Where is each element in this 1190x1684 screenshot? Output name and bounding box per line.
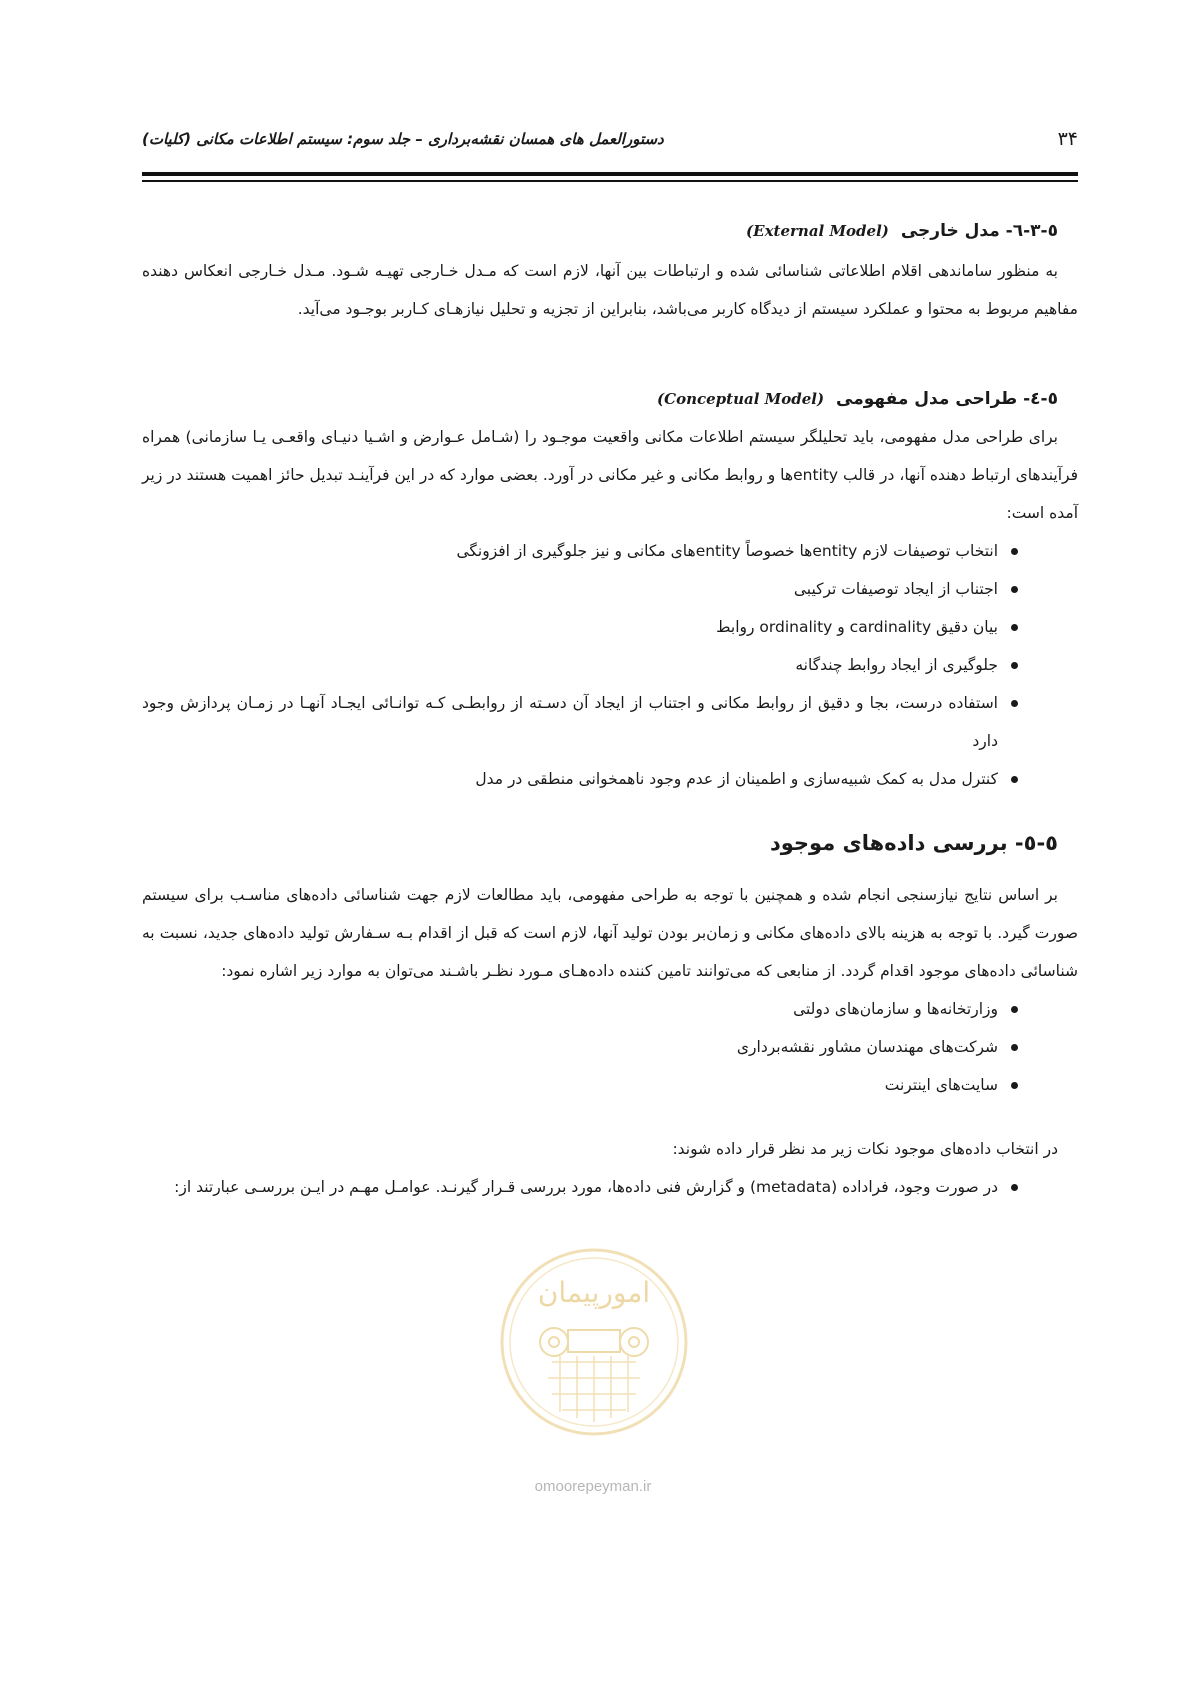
list-item: اجتناب از ایجاد توصیفات ترکیبی [142, 570, 1078, 608]
list-item: کنترل مدل به کمک شبیه‌سازی و اطمینان از عدم وجود ناهمخوانی منطقی در مدل [142, 760, 1078, 798]
list-item: شرکت‌های مهندسان مشاور نقشه‌برداری [142, 1028, 1078, 1066]
spacer [142, 1104, 1078, 1130]
list-item: جلوگیری از ایجاد روابط چندگانه [142, 646, 1078, 684]
watermark-url: omoorepeyman.ir [534, 1478, 652, 1495]
list-item: سایت‌های اینترنت [142, 1066, 1078, 1104]
section-heading-text: ٥-٤- طراحی مدل مفهومی [836, 389, 1058, 409]
section-heading-existing-data: ٥-٥- بررسی داده‌های موجود [769, 831, 1058, 855]
header-rule-thick [142, 172, 1078, 176]
section-heading-latin: (Conceptual Model) [657, 390, 825, 408]
bullet-list-notes [142, 1168, 1078, 1206]
bullet-list-conceptual [142, 532, 1078, 798]
watermark-logo [494, 1232, 694, 1472]
section-heading-text: ٥-٣-٦- مدل خارجی [900, 221, 1058, 241]
list-item: بیان دقیق cardinality و ordinality روابط [142, 608, 1078, 646]
spacer [142, 862, 1078, 876]
paragraph-existing-data: بر اساس نتایج نیازسنجی انجام شده و همچنین با توجه به طراحی مفهومی، باید مطالعات لازم جهت شناسائی داده‌های مناسـب برای سیستم صورت گیرد. با توجه به هزینه بالای داده‌های مکانی و زمان‌بر بودن تولید آنها، لازم است که قبل از اقدام بـه سـفارش تولید داده‌های جدید، نسبت به شناسائی داده‌های موجود اقدام گردد. از منابعی که می‌توانند تامین کننده داده‌هـای مـورد نظـر باشـند می‌توان به موارد زیر اشاره نمود: [142, 886, 1078, 980]
spacer [142, 328, 1078, 380]
page-number: ۳۴ [1057, 128, 1078, 150]
header-rule-thin [142, 180, 1078, 182]
section-heading-latin: (External Model) [746, 222, 889, 240]
list-item: انتخاب توصیفات لازم entityها خصوصاً entityهای مکانی و نیز جلوگیری از افزونگی [142, 532, 1078, 570]
bullet-list-sources [142, 990, 1078, 1104]
paragraph-conceptual-model: برای طراحی مدل مفهومی، باید تحلیلگر سیستم اطلاعات مکانی واقعیت موجـود را (شـامل عـوارض و اشـیا دنیـای واقعـی یـا سازمانی) همراه فرآیندهای ارتباط دهنده آنها، در قالب entityها و روابط مکانی و غیر مکانی در آورد. بعضی موارد که در این فرآینـد تبدیل حائز اهمیت هستند در زیر آمده است: [142, 428, 1079, 522]
list-item: وزارتخانه‌ها و سازمان‌های دولتی [142, 990, 1078, 1028]
running-title: دستورالعمل های همسان نقشه‌برداری – جلد سوم: سیستم اطلاعات مکانی (کلیات) [142, 130, 664, 148]
watermark-logo-text: امورپیمان [537, 1276, 651, 1309]
paragraph-external-model: به منظور ساماندهی اقلام اطلاعاتی شناسائی شده و ارتباطات بین آنها، لازم است که مـدل خـارجی تهیـه شـود. مـدل خـارجی انعکاس دهنده مفاهیم مربوط به محتوا و عملکرد سیستم از دیدگاه کاربر می‌باشد، بنابراین از تجزیه و تحلیل نیازهـای کـاربر بوجـود می‌آید. [142, 262, 1078, 318]
list-item: استفاده درست، بجا و دقیق از روابط مکانی و اجتناب از ایجاد آن دسـته از روابطـی کـه توانـائی ایجـاد آنهـا در زمـان پردازش وجود دارد [142, 684, 1078, 760]
page-body [142, 212, 1078, 1206]
paragraph-selection-notes: در انتخاب داده‌های موجود نکات زیر مد نظر قرار داده شوند: [672, 1140, 1058, 1158]
list-item: در صورت وجود، فراداده (metadata) و گزارش فنی داده‌ها، مورد بررسی قـرار گیرنـد. عوامـل مهـم در ایـن بررسـی عبارتند از: [142, 1168, 1078, 1206]
section-heading-external-model [142, 212, 1078, 250]
spacer [142, 798, 1078, 824]
section-heading-conceptual-model [142, 380, 1078, 418]
page-header [142, 122, 1078, 162]
